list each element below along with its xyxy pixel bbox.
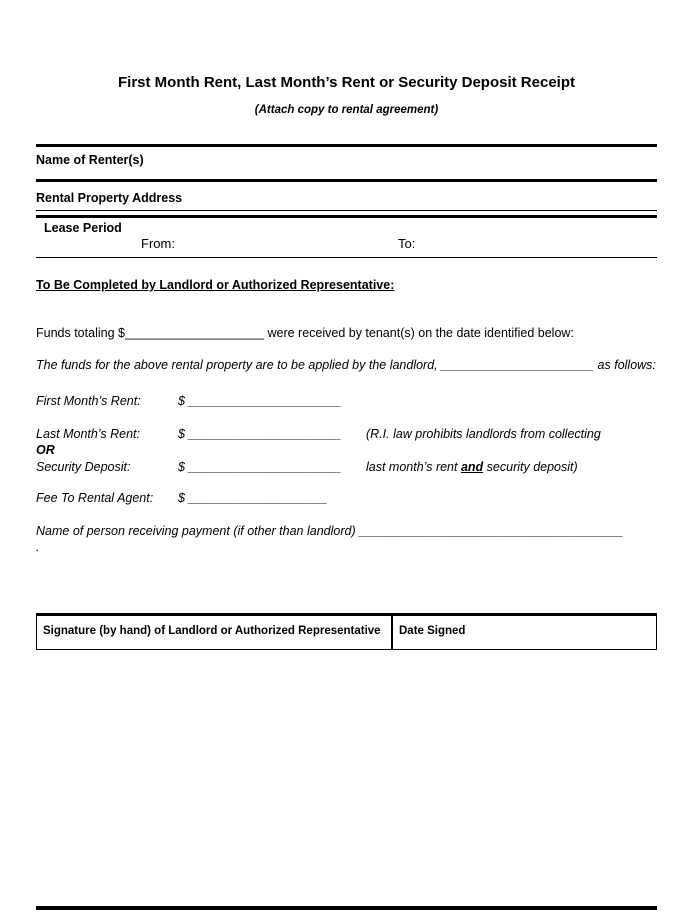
currency-symbol: $ xyxy=(178,394,185,408)
divider-property xyxy=(36,215,657,218)
note-emphasis: and xyxy=(460,460,484,474)
document-subtitle: (Attach copy to rental agreement) xyxy=(254,104,439,116)
security-deposit-note xyxy=(366,459,657,475)
last-month-rent-label: Last Month’s Rent: xyxy=(36,427,140,441)
lease-period-label: Lease Period xyxy=(44,221,122,235)
funds-prefix: Funds totaling $ xyxy=(36,326,125,340)
divider-renter xyxy=(36,179,657,182)
signature-table xyxy=(36,613,657,650)
currency-symbol: $ xyxy=(178,460,185,474)
first-month-rent-blank xyxy=(178,393,366,409)
rent-items xyxy=(36,393,657,506)
lease-to-label: To: xyxy=(398,236,416,251)
security-deposit-label: Security Deposit: xyxy=(36,460,131,474)
receiver-blank: ______________________________________ xyxy=(359,524,624,538)
property-address-line xyxy=(36,210,657,211)
currency-symbol: $ xyxy=(178,427,185,441)
funds-blank: ____________________ xyxy=(124,326,264,340)
amount-blank: ______________________ xyxy=(188,460,342,474)
funds-applied-paragraph xyxy=(36,357,657,373)
renter-name-label: Name of Renter(s) xyxy=(36,153,144,167)
amount-blank: ______________________ xyxy=(188,394,342,408)
document-title: First Month Rent, Last Month’s Rent or Security Deposit Receipt xyxy=(118,74,575,91)
security-deposit-blank xyxy=(178,459,366,475)
lease-period-row xyxy=(36,236,657,252)
rental-agent-fee-row xyxy=(36,490,657,506)
footer-divider xyxy=(36,906,657,910)
last-month-rent-blank xyxy=(178,426,366,442)
lease-from-label: From: xyxy=(141,236,175,251)
amount-blank: ____________________ xyxy=(188,491,328,505)
first-month-rent-label: First Month’s Rent: xyxy=(36,394,141,408)
date-signed-column-header: Date Signed xyxy=(399,625,466,637)
last-month-rent-row xyxy=(36,426,657,442)
applied-suffix: as follows: xyxy=(594,358,656,372)
note-text: last month’s rent xyxy=(366,460,461,474)
rental-agent-fee-label: Fee To Rental Agent: xyxy=(36,491,154,505)
funds-suffix: were received by tenant(s) on the date identified below: xyxy=(264,326,574,340)
payment-receiver-line xyxy=(36,523,657,555)
last-month-rent-note: (R.I. law prohibits landlords from collecting xyxy=(366,427,601,441)
landlord-section-heading: To Be Completed by Landlord or Authorized Representative: xyxy=(36,278,395,292)
security-deposit-row xyxy=(36,459,657,475)
lease-period-line xyxy=(36,257,657,258)
rental-agent-fee-blank xyxy=(178,490,366,506)
funds-totaling-line xyxy=(36,326,657,340)
first-month-rent-note xyxy=(366,393,657,409)
signature-column-header: Signature (by hand) of Landlord or Authorized Representative xyxy=(37,616,393,649)
first-month-rent-row xyxy=(36,393,657,409)
note-text: security deposit) xyxy=(483,460,578,474)
amount-blank: ______________________ xyxy=(188,427,342,441)
receiver-period: . xyxy=(36,540,40,554)
currency-symbol: $ xyxy=(178,491,185,505)
applied-prefix: The funds for the above rental property are to be applied by the landlord, xyxy=(36,358,442,372)
property-address-label: Rental Property Address xyxy=(36,191,183,205)
applied-blank: ______________________ xyxy=(441,358,595,372)
receiver-prefix: Name of person receiving payment (if other than landlord) xyxy=(36,524,360,538)
divider-top xyxy=(36,144,657,147)
or-label: OR xyxy=(36,443,55,457)
